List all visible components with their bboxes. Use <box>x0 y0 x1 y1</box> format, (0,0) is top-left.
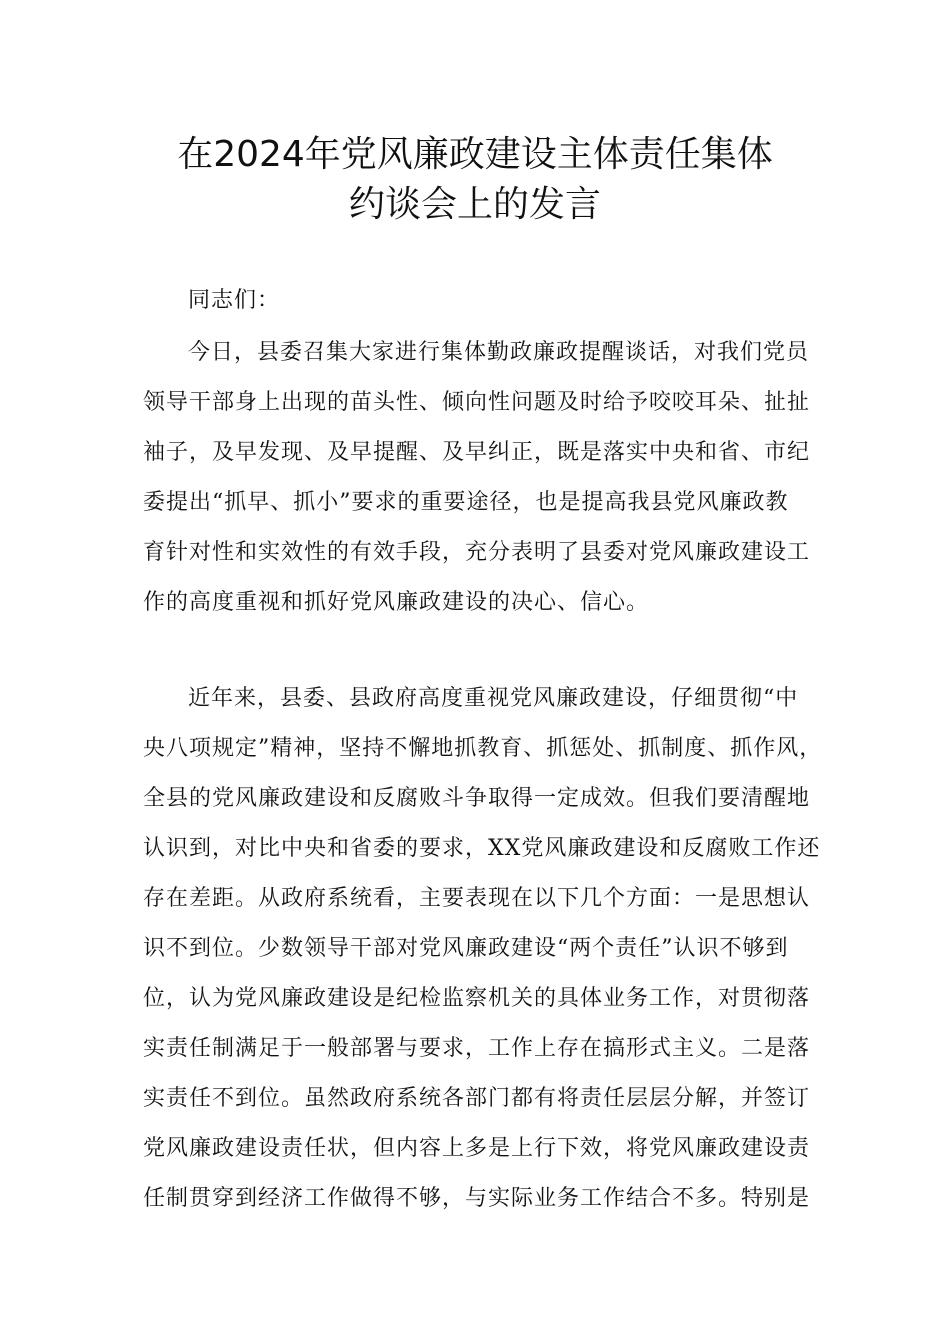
paragraph-1-line: 育针对性和实效性的有效手段，充分表明了县委对党风廉政建设工 <box>143 540 811 565</box>
paragraph-2-line: 识不到位。少数领导干部对党风廉政建设“两个责任”认识不够到 <box>143 936 789 961</box>
paragraph-1-line: 委提出“抓早、抓小”要求的重要途径，也是提高我县党风廉政教 <box>143 490 789 515</box>
paragraph-2-line: 实责任制满足于一般部署与要求，工作上存在搞形式主义。二是落 <box>143 1036 811 1061</box>
paragraph-2-line: 任制贯穿到经济工作做得不够，与实际业务工作结合不多。特别是 <box>143 1186 811 1211</box>
paragraph-2-line: 党风廉政建设责任状，但内容上多是上行下效，将党风廉政建设责 <box>143 1136 811 1161</box>
paragraph-2-line: 位，认为党风廉政建设是纪检监察机关的具体业务工作，对贯彻落 <box>143 986 811 1011</box>
paragraph-1-line: 袖子，及早发现、及早提醒、及早纠正，既是落实中央和省、市纪 <box>143 440 811 465</box>
paragraph-2-line: 央八项规定”精神，坚持不懈地抓教育、抓惩处、抓制度、抓作风， <box>143 736 823 761</box>
paragraph-2-line: 认识到，对比中央和省委的要求，XX党风廉政建设和反腐败工作还 <box>143 836 821 861</box>
paragraph-2-line: 存在差距。从政府系统看，主要表现在以下几个方面：一是思想认 <box>143 886 811 911</box>
paragraph-2-line: 实责任不到位。虽然政府系统各部门都有将责任层层分解，并签订 <box>143 1086 811 1111</box>
document-title-line-2: 约谈会上的发言 <box>348 184 601 225</box>
paragraph-2-line: 近年来，县委、县政府高度重视党风廉政建设，仔细贯彻“中 <box>188 686 799 711</box>
document-title-line-1: 在2024年党风廉政建设主体责任集体 <box>177 134 773 175</box>
paragraph-2-line: 全县的党风廉政建设和反腐败斗争取得一定成效。但我们要清醒地 <box>143 786 811 811</box>
paragraph-1-line: 作的高度重视和抓好党风廉政建设的决心、信心。 <box>143 590 650 615</box>
salutation: 同志们： <box>188 288 281 313</box>
paragraph-1-line: 今日，县委召集大家进行集体勤政廉政提醒谈话，对我们党员 <box>188 340 810 365</box>
paragraph-1-line: 领导干部身上出现的苗头性、倾向性问题及时给予咬咬耳朵、扯扯 <box>143 390 811 415</box>
